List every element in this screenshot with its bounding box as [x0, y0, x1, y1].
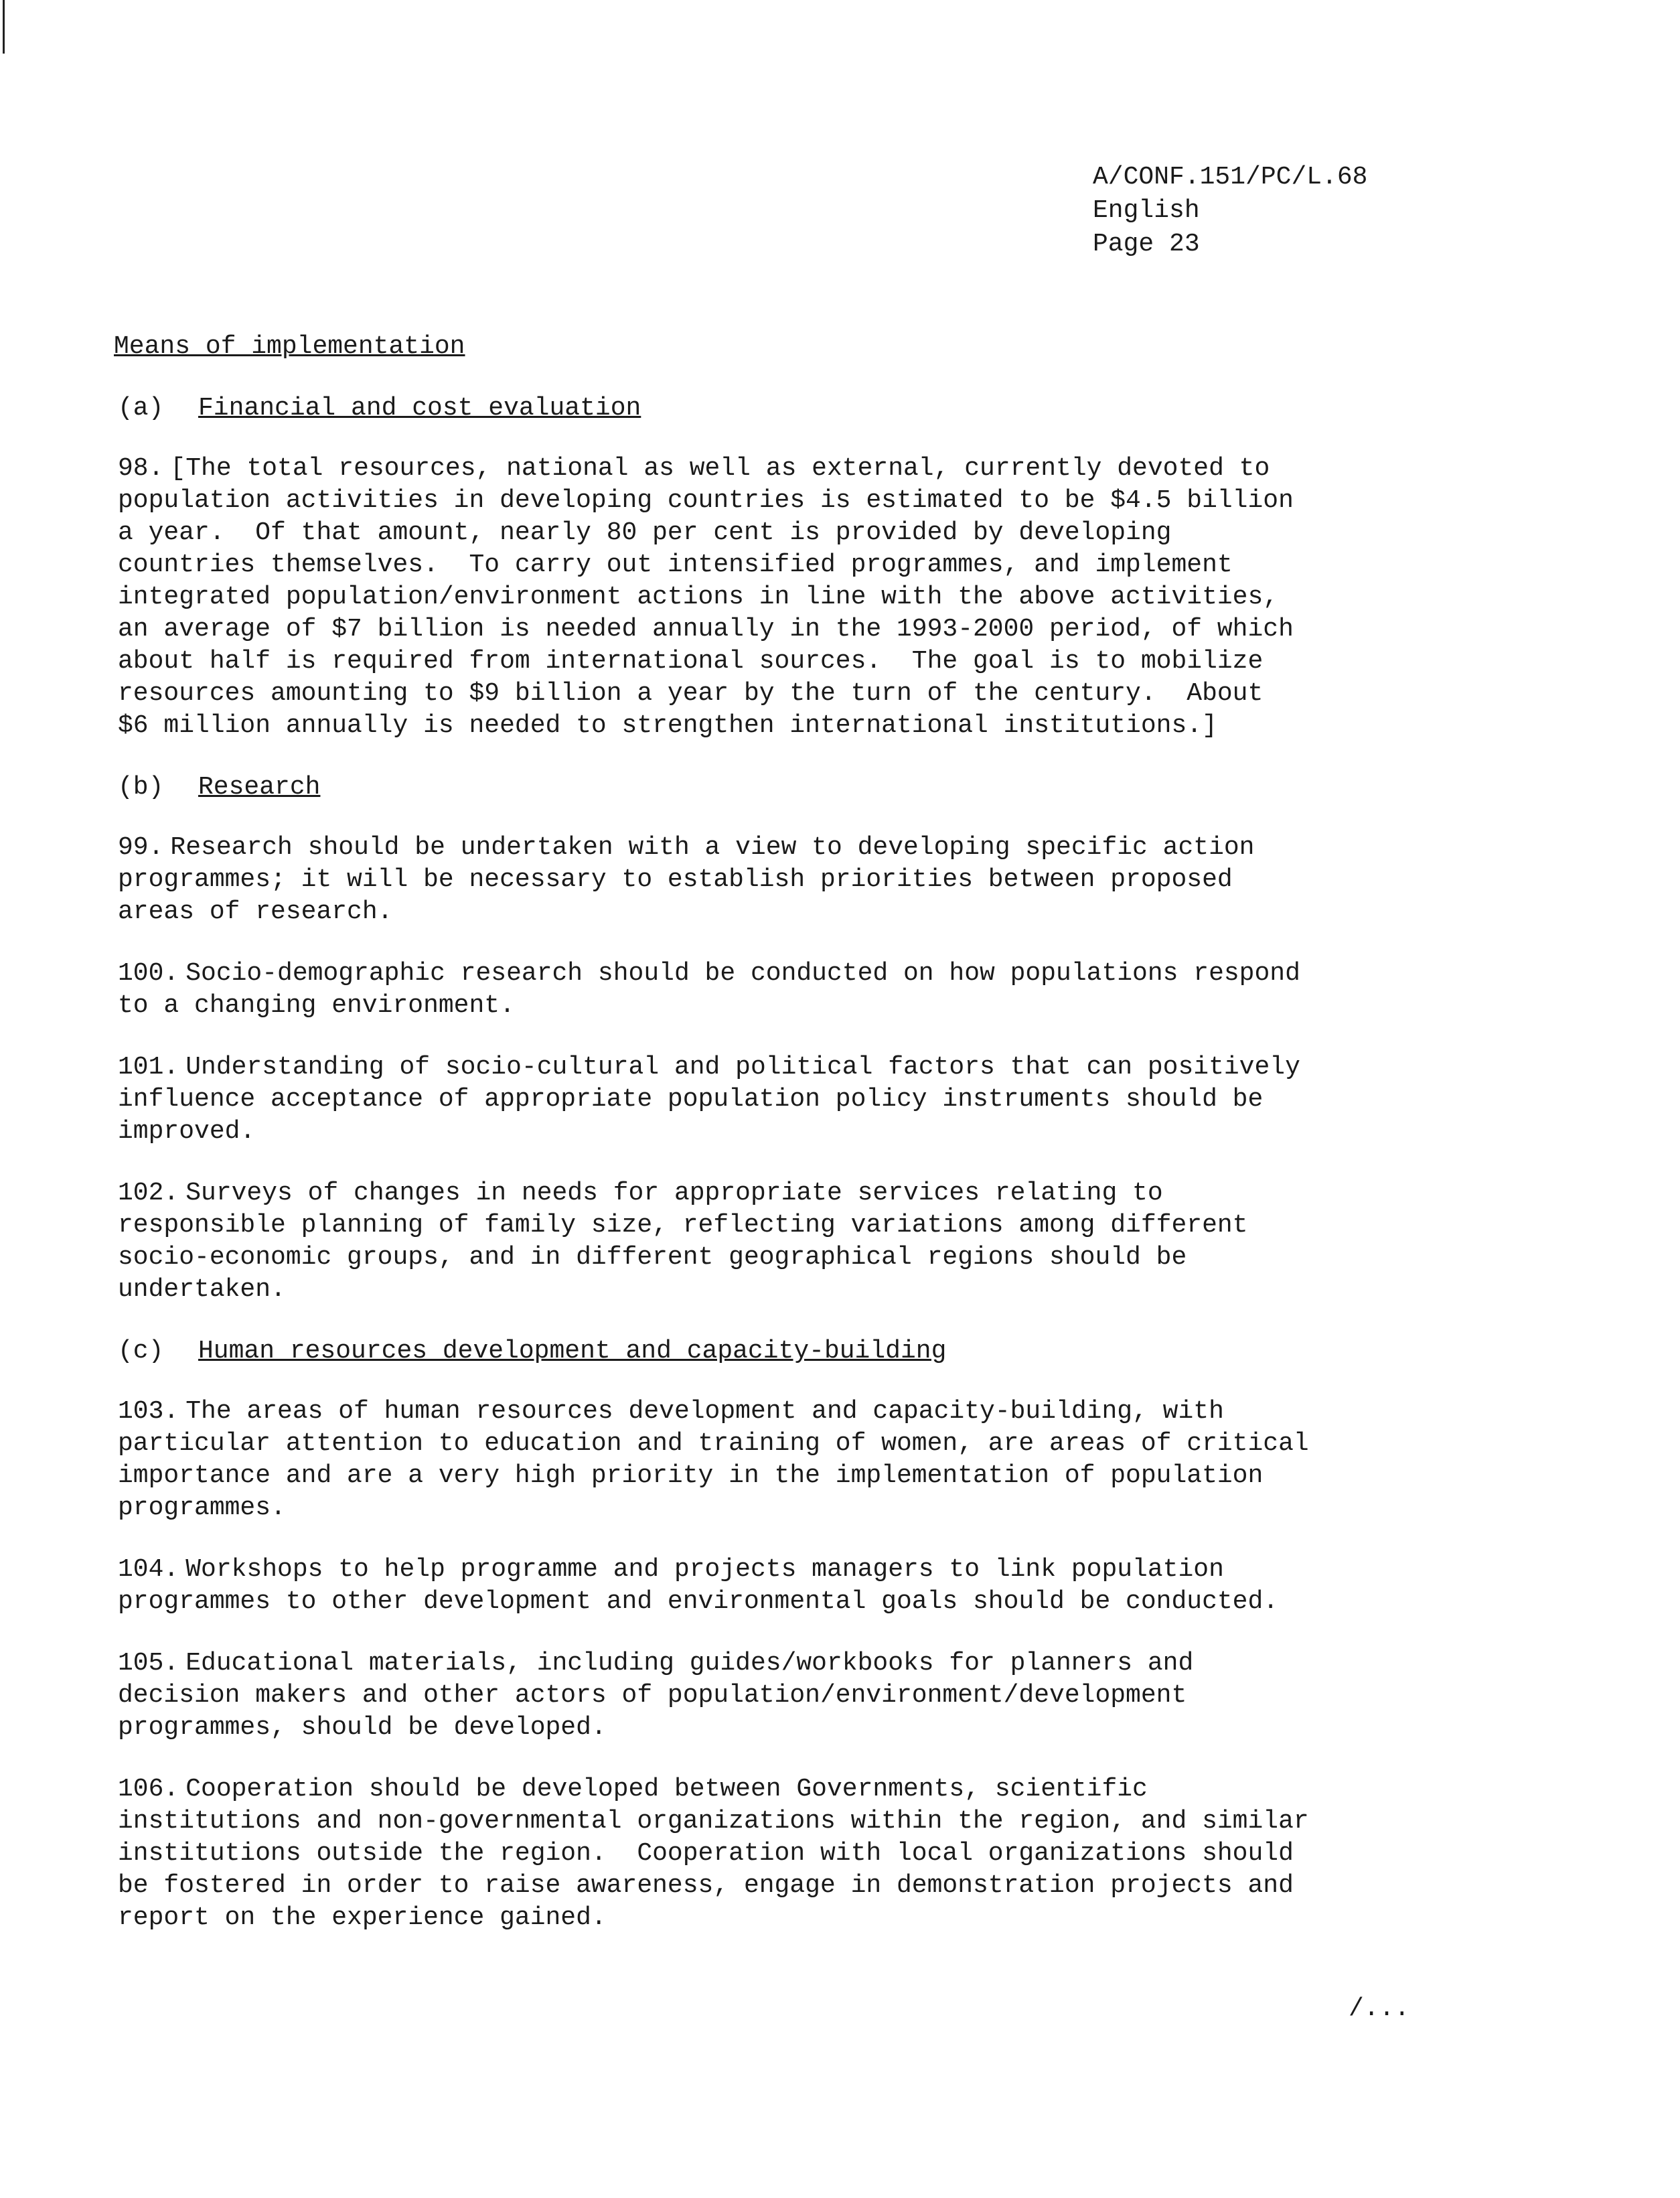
- paragraph-103: [118, 1396, 1426, 1524]
- subsection-label: (a): [118, 394, 164, 423]
- paragraph-106: [118, 1773, 1426, 1934]
- paragraph-text: [The total resources, national as well as external, currently devoted to population activities in developing countries is estimated to be $4.5 billion a year. Of that amount, nearly 80 per cent is provided by developing countries themselves. To carry out intensified programmes, and implement integrated population/environment actions in line with the above activities, an average of $7 billion is needed annually in the 1993-2000 period, of which about half is required from international sources. The goal is to mobilize resources amounting to $9 billion a year by the turn of the century. About $6 million annually is needed to strengthen international institutions.]: [118, 454, 1294, 740]
- paragraph-text: Socio-demographic research should be conducted on how populations respond to a changing environment.: [118, 959, 1300, 1020]
- paragraph-number: 98.: [118, 454, 164, 483]
- paragraph-98: [118, 453, 1426, 742]
- subsection-heading-b: [118, 772, 1426, 804]
- paragraph-105: [118, 1647, 1426, 1744]
- paragraph-text: Surveys of changes in needs for appropriate services relating to responsible planning of family size, reflecting variations among different socio-economic groups, and in different geographical regions should be undertaken.: [118, 1179, 1248, 1304]
- paragraph-99: [118, 832, 1426, 928]
- document-body: [114, 331, 1426, 1964]
- section-title: Means of implementation: [114, 332, 465, 361]
- paragraph-text: Understanding of socio-cultural and political factors that can positively influence acceptance of appropriate population policy instruments should be improved.: [118, 1053, 1300, 1146]
- subsection-title: Human resources development and capacity-building: [198, 1337, 947, 1366]
- subsection-title: Research: [198, 773, 321, 802]
- subsection-heading-c: [118, 1335, 1426, 1368]
- subsection-label: (c): [118, 1337, 164, 1366]
- paragraph-number: 105.: [118, 1649, 179, 1678]
- paragraph-102: [118, 1177, 1426, 1306]
- subsection-title: Financial and cost evaluation: [198, 394, 641, 423]
- document-symbol: A/CONF.151/PC/L.68: [1093, 163, 1368, 192]
- paragraph-101: [118, 1051, 1426, 1148]
- document-header: [1093, 161, 1367, 261]
- paragraph-104: [118, 1554, 1426, 1618]
- scan-edge: [3, 0, 5, 54]
- paragraph-number: 100.: [118, 959, 179, 988]
- paragraph-100: [118, 958, 1426, 1022]
- continuation-mark: /...: [1349, 1994, 1410, 2023]
- paragraph-number: 104.: [118, 1555, 179, 1584]
- paragraph-number: 102.: [118, 1179, 179, 1207]
- paragraph-number: 99.: [118, 833, 164, 862]
- paragraph-number: 101.: [118, 1053, 179, 1082]
- page-number: Page 23: [1093, 230, 1200, 259]
- document-language: English: [1093, 196, 1200, 225]
- subsection-label: (b): [118, 773, 164, 802]
- paragraph-text: The areas of human resources development and capacity-building, with particular attention to education and training of women, are areas of critical importance and are a very high priority in the implementation of population programmes.: [118, 1397, 1309, 1522]
- paragraph-number: 106.: [118, 1775, 179, 1804]
- paragraph-text: Workshops to help programme and projects managers to link population programmes to other development and environmental goals should be conducted.: [118, 1555, 1279, 1616]
- paragraph-text: Educational materials, including guides/workbooks for planners and decision makers and other actors of population/environment/development programmes, should be developed.: [118, 1649, 1194, 1742]
- paragraph-number: 103.: [118, 1397, 179, 1426]
- paragraph-text: Research should be undertaken with a view to developing specific action programmes; it will be necessary to establish priorities between proposed areas of research.: [118, 833, 1255, 926]
- subsection-heading-a: [118, 392, 1426, 425]
- paragraph-text: Cooperation should be developed between Governments, scientific institutions and non-governmental organizations within the region, and similar institutions outside the region. Cooperation with local organizations should be fostered in order to raise awareness, engage in demonstration projects and report on the experience gained.: [118, 1775, 1309, 1932]
